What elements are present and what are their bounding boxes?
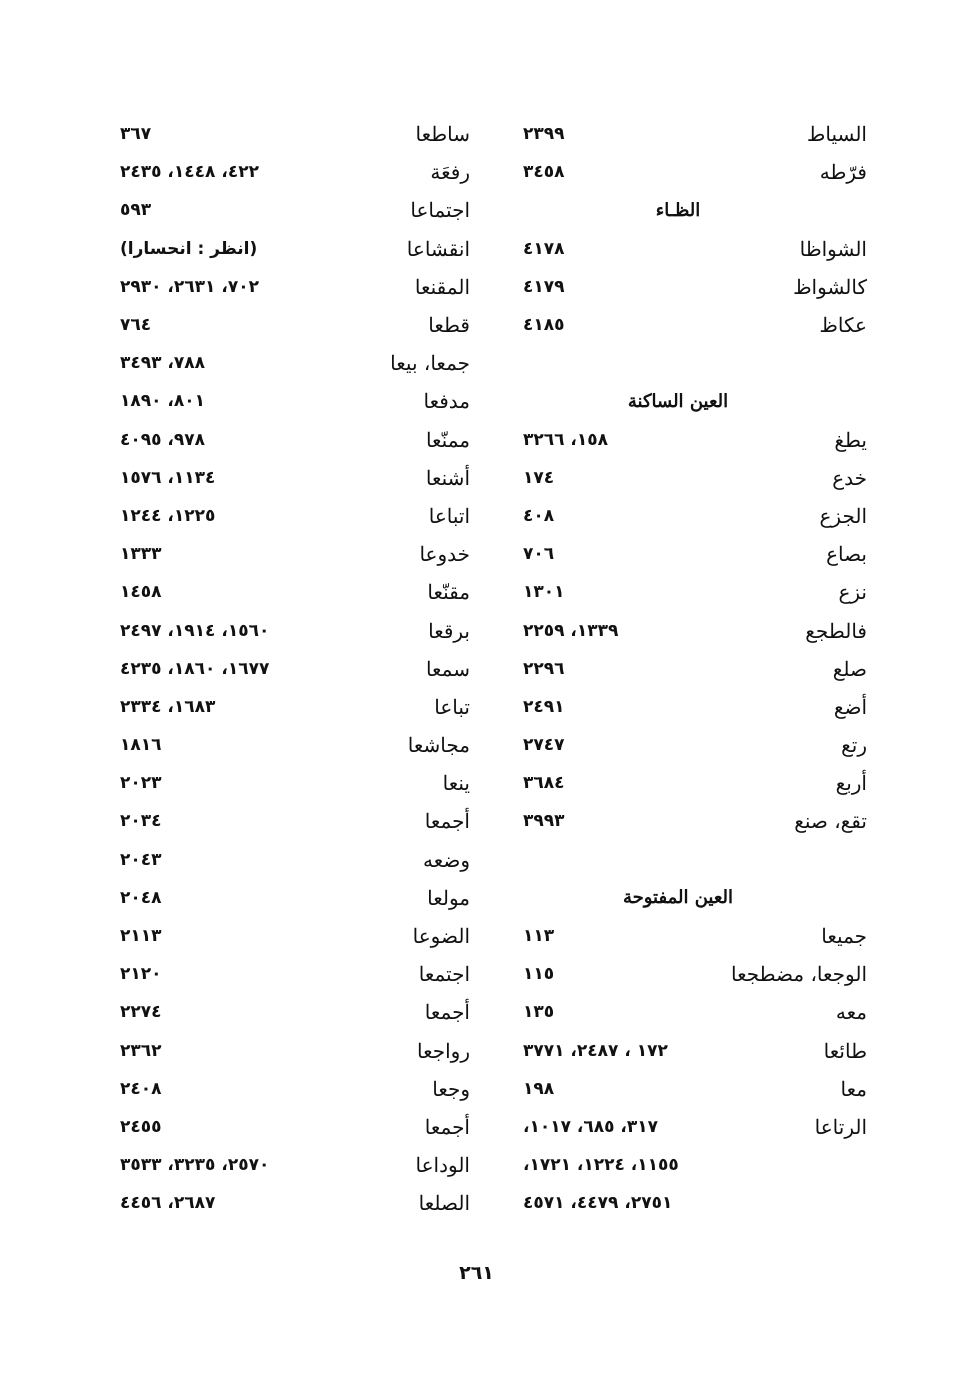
entry-word: الجزع [819, 503, 867, 528]
entry-word: تباعا [434, 694, 470, 719]
entry-word: المقنعا [414, 274, 470, 299]
entry-word: وجعا [432, 1076, 470, 1101]
page-number: ٢٦١ [459, 1262, 494, 1284]
index-entry [120, 688, 470, 726]
index-entry [523, 535, 873, 573]
entry-word: معه [835, 1000, 867, 1025]
entry-references: ١٢٢٥، ١٢٤٤ [120, 505, 216, 526]
index-entry [523, 726, 873, 764]
entry-word: مدفعا [423, 389, 470, 414]
entry-references: ٧٠٢، ٢٦٣١، ٢٩٣٠ [120, 276, 259, 297]
index-entry [120, 306, 470, 344]
entry-word: مقنّعا [427, 580, 470, 605]
index-entry [120, 879, 470, 917]
entry-references: ١٩٨ [523, 1078, 555, 1099]
entry-references: (انظر : انحسارا) [120, 238, 258, 259]
entry-references: ٢٠٣٤ [120, 811, 162, 832]
entry-word: كالشواظ [793, 274, 867, 299]
index-entry [523, 230, 873, 268]
entry-word: أضع [833, 694, 867, 719]
index-entry [120, 497, 470, 535]
entry-references: ٩٧٨، ٤٠٩٥ [120, 429, 206, 450]
section-heading: العين المفتوحة [622, 887, 734, 909]
index-entry [120, 344, 470, 382]
entry-word: خدع [832, 465, 867, 490]
entry-references: ٧٦٤ [120, 315, 152, 336]
index-entry [523, 1108, 873, 1146]
section-heading: الظـاء [655, 199, 701, 221]
entry-word: مولعا [427, 885, 470, 910]
entry-references: ١٣٣٣ [120, 544, 162, 565]
index-entry [120, 841, 470, 879]
entry-references: ١٤٥٨ [120, 582, 162, 603]
entry-word: رتع [841, 733, 867, 758]
index-entry [120, 535, 470, 573]
index-entry [120, 955, 470, 993]
index-entry [120, 611, 470, 649]
entry-word: نزع [838, 580, 867, 605]
entry-word: يطغ [834, 427, 867, 452]
section-heading-row [523, 191, 873, 229]
entry-word: الرتاعا [814, 1114, 867, 1139]
entry-word: فالطجع [805, 618, 867, 643]
entry-word: عكاظ [819, 313, 867, 338]
entry-word: خدوعا [419, 542, 470, 567]
entry-references: ١٧٤ [523, 467, 555, 488]
entry-references: ٤٠٨ [523, 505, 555, 526]
entry-references: ٣١٧، ٦٨٥، ١٠١٧، [523, 1116, 659, 1137]
entry-word: رواجعا [417, 1038, 470, 1063]
entry-references: ٤١٧٩ [523, 276, 565, 297]
entry-references: ٢١١٣ [120, 926, 162, 947]
entry-references: ٢٣٦٢ [120, 1040, 162, 1061]
blank-row [523, 344, 873, 382]
entry-references: ١٣٥ [523, 1002, 555, 1023]
entry-word: أجمعا [424, 809, 470, 834]
entry-word: سمعا [425, 656, 470, 681]
entry-references: ٤١٧٨ [523, 238, 565, 259]
entry-references: ٢٧٥١، ٤٤٧٩، ٤٥٧١ [523, 1193, 673, 1214]
entry-word: أربع [835, 771, 867, 796]
entry-word: الشواظا [799, 236, 867, 261]
entry-references: ٢٤٥٥ [120, 1116, 162, 1137]
entry-references: ١٣٠١ [523, 582, 565, 603]
blank-row [523, 841, 873, 879]
entry-word: جمعا، بيعا [390, 351, 470, 376]
index-entry [120, 1108, 470, 1146]
entry-references: ١٨١٦ [120, 735, 162, 756]
entry-word: رفعَة [430, 160, 470, 185]
left-index-column [120, 115, 470, 1222]
index-entry [120, 382, 470, 420]
index-entry [523, 764, 873, 802]
entry-references: ٨٠١، ١٨٩٠ [120, 391, 206, 412]
entry-word: الصلعا [418, 1191, 470, 1216]
entry-word: طائعا [823, 1038, 867, 1063]
index-entry [120, 650, 470, 688]
entry-word: ممنّعا [425, 427, 470, 452]
entry-word: معا [840, 1076, 867, 1101]
index-entry [523, 573, 873, 611]
entry-references: ١١٥٥، ١٢٢٤، ١٧٢١، [523, 1155, 679, 1176]
entry-references: ٢٣٩٩ [523, 124, 565, 145]
entry-word: صلع [832, 656, 867, 681]
index-entry [120, 917, 470, 955]
index-entry [523, 153, 873, 191]
entry-references: ١٣٣٩، ٢٢٥٩ [523, 620, 619, 641]
entry-references: ٣٤٥٨ [523, 162, 565, 183]
entry-word: اجتماعا [410, 198, 470, 223]
entry-word: ينعا [442, 771, 470, 796]
entry-references: ٢٤٩١ [523, 696, 565, 717]
entry-word: تقع، صنع [794, 809, 867, 834]
entry-word: أجمعا [424, 1000, 470, 1025]
entry-word: الوجعا، مضطجعا [730, 962, 867, 987]
index-entry [523, 955, 873, 993]
entry-references: ١١٣٤، ١٥٧٦ [120, 467, 216, 488]
index-entry [120, 1146, 470, 1184]
index-entry [120, 1032, 470, 1070]
entry-references: ٤١٨٥ [523, 315, 565, 336]
index-entry [523, 650, 873, 688]
entry-references: ٢٠٤٨ [120, 887, 162, 908]
entry-references: ٣٦٨٤ [523, 773, 565, 794]
index-entry [120, 573, 470, 611]
entry-word: فرّطه [819, 160, 867, 185]
entry-references: ٢٤٠٨ [120, 1078, 162, 1099]
entry-word: مجاشعا [407, 733, 470, 758]
section-heading-row [523, 879, 873, 917]
entry-references: ٧٠٦ [523, 544, 555, 565]
entry-references: ١٥٦٠، ١٩١٤، ٢٤٩٧ [120, 620, 270, 641]
index-entry [523, 306, 873, 344]
index-entry [120, 993, 470, 1031]
index-entry [120, 421, 470, 459]
entry-word: اتباعا [428, 503, 470, 528]
entry-references: ١٥٨، ٣٢٦٦ [523, 429, 609, 450]
index-entry [120, 802, 470, 840]
entry-word: ساطعا [415, 122, 470, 147]
index-entry [120, 230, 470, 268]
index-entry [523, 1032, 873, 1070]
index-entry [523, 421, 873, 459]
index-entry [120, 459, 470, 497]
entry-references: ٢٠٤٣ [120, 849, 162, 870]
entry-references: ١٦٧٧، ١٨٦٠، ٤٢٣٥ [120, 658, 270, 679]
index-entry [523, 993, 873, 1031]
entry-word: أشنعا [425, 465, 470, 490]
right-index-column [523, 115, 873, 1222]
entry-references: ٢٧٤٧ [523, 735, 565, 756]
index-entry [120, 726, 470, 764]
index-entry [120, 191, 470, 229]
entry-word: قطعا [428, 313, 470, 338]
index-entry [120, 115, 470, 153]
entry-references: ١٦٨٣، ٢٣٣٤ [120, 696, 216, 717]
entry-references: ٥٩٣ [120, 200, 152, 221]
entry-references: ٢١٢٠ [120, 964, 162, 985]
index-entry [523, 688, 873, 726]
entry-references: ١١٥ [523, 964, 555, 985]
index-entry [120, 1184, 470, 1222]
index-entry [120, 268, 470, 306]
index-entry [120, 1070, 470, 1108]
index-entry [120, 764, 470, 802]
index-entry [523, 115, 873, 153]
entry-references: ٧٨٨، ٣٤٩٣ [120, 353, 206, 374]
entry-references: ٣٦٧ [120, 124, 152, 145]
section-heading-row [523, 382, 873, 420]
entry-word: الوداعا [415, 1153, 470, 1178]
index-entry [523, 917, 873, 955]
entry-word: أجمعا [424, 1114, 470, 1139]
entry-references: ٢٢٧٤ [120, 1002, 162, 1023]
section-heading: العين الساكنة [627, 390, 729, 412]
entry-references: ٢٦٨٧، ٤٤٥٦ [120, 1193, 216, 1214]
entry-references: ٢٢٩٦ [523, 658, 565, 679]
index-entry [523, 497, 873, 535]
entry-references: ٢٥٧٠، ٣٢٣٥، ٣٥٣٣ [120, 1155, 270, 1176]
entry-word: الضوعا [412, 924, 470, 949]
entry-references: ١٧٢ ، ٢٤٨٧، ٣٧٧١ [523, 1040, 668, 1061]
entry-word: السياط [806, 122, 867, 147]
index-entry [120, 153, 470, 191]
entry-word: انقشاعا [406, 236, 470, 261]
entry-word: بصاع [826, 542, 867, 567]
entry-word: برقعا [428, 618, 470, 643]
index-entry [523, 1070, 873, 1108]
entry-references: ٤٢٢، ١٤٤٨، ٢٤٣٥ [120, 162, 259, 183]
index-entry [523, 1146, 873, 1184]
index-entry [523, 802, 873, 840]
entry-references: ٣٩٩٣ [523, 811, 565, 832]
index-entry [523, 1184, 873, 1222]
entry-references: ١١٣ [523, 926, 555, 947]
entry-references: ٢٠٢٣ [120, 773, 162, 794]
entry-word: وضعه [422, 847, 470, 872]
entry-word: اجتمعا [418, 962, 470, 987]
index-entry [523, 268, 873, 306]
entry-word: جميعا [821, 924, 867, 949]
index-entry [523, 611, 873, 649]
index-entry [523, 459, 873, 497]
